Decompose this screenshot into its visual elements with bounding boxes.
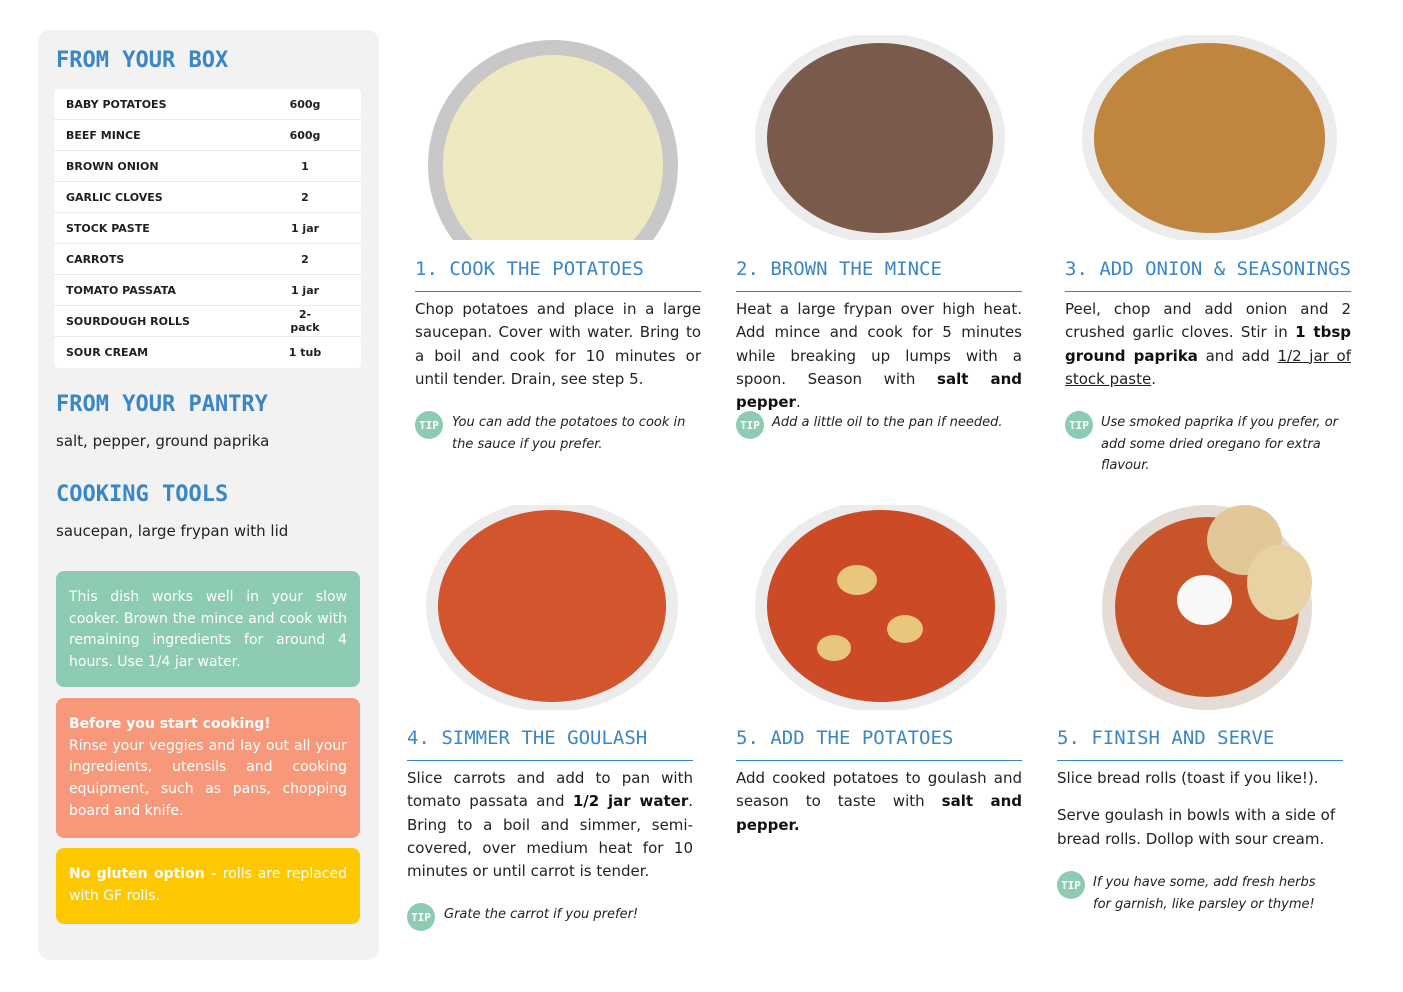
step-4-text-end: . Bring to a boil and simmer, semi-covered, over medium heat for 10 minutes or until carrot is tender. — [407, 792, 693, 881]
ingredient-name: CARROTS — [66, 252, 125, 266]
step-1-body — [415, 298, 701, 391]
potato-chunk — [817, 635, 851, 661]
step-4-body — [407, 767, 693, 883]
ingredient-row — [54, 182, 361, 213]
ingredient-row — [54, 337, 361, 368]
pantry-text: salt, pepper, ground paprika — [56, 432, 270, 450]
pan-food — [767, 43, 993, 233]
step-3-body — [1065, 298, 1351, 391]
ingredient-name: BABY POTATOES — [66, 97, 167, 111]
ingredient-name: STOCK PASTE — [66, 221, 150, 235]
ingredient-row — [54, 120, 361, 151]
pan-food — [438, 510, 666, 702]
from-your-pantry-title: FROM YOUR PANTRY — [56, 392, 268, 417]
step-5-title: 5. ADD THE POTATOES — [736, 727, 954, 749]
tip-icon: TIP — [415, 411, 443, 439]
step-6-divider — [1057, 760, 1343, 761]
before-text: Rinse your veggies and lay out all your ingredients, utensils and cooking equipment, such as pans, chopping board and knife. — [69, 737, 347, 819]
step-6-text-1: Slice bread rolls (toast if you like!). — [1057, 769, 1319, 787]
step-4-text: Slice carrots and add to pan with tomato passata and — [407, 769, 693, 811]
potato-chunk — [837, 565, 877, 595]
ingredients-table — [54, 89, 361, 368]
before-cooking-note — [56, 698, 360, 838]
step-5-divider — [736, 760, 1022, 761]
step-2-text-end: . — [795, 393, 801, 412]
step-5-text: Add cooked potatoes to goulash and season to taste with — [736, 769, 1022, 811]
step-1-title: 1. COOK THE POTATOES — [415, 258, 644, 280]
ingredient-name: SOUR CREAM — [66, 346, 149, 359]
gluten-note — [56, 848, 360, 924]
step-2-title: 2. BROWN THE MINCE — [736, 258, 942, 280]
tools-text: saucepan, large frypan with lid — [56, 522, 289, 540]
ingredient-qty: 2-pack — [290, 308, 320, 334]
ingredient-row — [54, 213, 361, 244]
step-3-tip: Use smoked paprika if you prefer, or add some dried oregano for extra flavour. — [1101, 415, 1338, 473]
ingredient-name: SOURDOUGH ROLLS — [66, 314, 190, 328]
ingredient-qty: 1 jar — [290, 221, 320, 235]
step-6-body — [1057, 767, 1343, 851]
step-4-divider — [407, 760, 693, 761]
ingredient-qty: 2 — [301, 252, 309, 266]
pan-food — [767, 510, 995, 702]
ingredient-qty: 1 tub — [288, 346, 322, 359]
step-3-divider — [1065, 291, 1351, 292]
step-6-tip: If you have some, add fresh herbs for garnish, like parsley or thyme! — [1093, 875, 1316, 912]
ingredient-name: BEEF MINCE — [66, 128, 141, 142]
step-2-text: Heat a large frypan over high heat. Add mince and cook for 5 minutes while breaking up lumps with a spoon. Season with — [736, 300, 1022, 388]
gluten-title: No gluten option - — [69, 866, 217, 882]
step-3-text: Peel, chop and add onion and 2 crushed garlic cloves. Stir in — [1065, 300, 1351, 342]
tip-icon: TIP — [1065, 411, 1093, 439]
bread-roll — [1247, 545, 1312, 620]
tip-icon: TIP — [736, 411, 764, 439]
step-5-bold: salt and pepper. — [736, 792, 1023, 834]
step-5-photo — [727, 505, 1032, 710]
ingredient-name: TOMATO PASSATA — [66, 283, 176, 297]
ingredient-row — [54, 306, 361, 337]
ingredient-row — [54, 151, 361, 182]
step-4-title: 4. SIMMER THE GOULASH — [407, 727, 648, 749]
step-3-text-mid: and add — [1197, 346, 1278, 365]
step-3-photo — [1057, 35, 1362, 240]
step-5-body — [736, 767, 1022, 837]
cooking-tools-title: COOKING TOOLS — [56, 482, 229, 507]
step-4-tip: Grate the carrot if you prefer! — [444, 907, 639, 922]
pan-food — [1094, 43, 1325, 233]
step-3-underline: 1/2 jar of stock paste — [1065, 346, 1351, 388]
step-2-photo — [727, 35, 1032, 240]
ingredient-name: BROWN ONION — [66, 159, 159, 173]
step-3-title: 3. ADD ONION & SEASONINGS — [1065, 258, 1351, 280]
step-3-bold: 1 tbsp ground paprika — [1065, 323, 1352, 365]
step-2-tip: Add a little oil to the pan if needed. — [772, 415, 1003, 430]
slow-cooker-text: This dish works well in your slow cooker. Brown the mince and cook with remaining ingredients for around 4 hours. Use 1/4 jar water. — [69, 589, 347, 671]
step-3-text-end: . — [1151, 369, 1156, 388]
ingredient-name: GARLIC CLOVES — [66, 190, 163, 204]
gluten-text: rolls are replaced with GF rolls. — [69, 866, 347, 904]
tip-icon: TIP — [1057, 871, 1085, 899]
ingredient-row — [54, 275, 361, 306]
sour-cream — [1177, 575, 1232, 625]
from-your-box-title: FROM YOUR BOX — [56, 48, 229, 73]
step-1-text: Chop potatoes and place in a large saucepan. Cover with water. Bring to a boil and cook for 10 minutes or until tender. Drain, see step 5. — [415, 300, 701, 388]
ingredient-qty: 1 jar — [290, 283, 320, 297]
step-6-text-2: Serve goulash in bowls with a side of bread rolls. Dollop with sour cream. — [1057, 806, 1336, 848]
tip-icon: TIP — [407, 903, 435, 931]
step-2-divider — [736, 291, 1022, 292]
potato-chunk — [887, 615, 923, 643]
ingredient-qty: 600g — [289, 128, 321, 142]
step-4-bold: 1/2 jar water — [572, 792, 689, 811]
sidebar — [38, 30, 379, 960]
before-title: Before you start cooking! — [69, 716, 271, 732]
step-6-title: 5. FINISH AND SERVE — [1057, 727, 1275, 749]
ingredient-row — [54, 244, 361, 275]
step-2-bold: salt and pepper — [736, 369, 1022, 412]
step-1-photo — [398, 35, 703, 240]
ingredient-qty: 2 — [301, 190, 309, 204]
ingredient-row — [54, 89, 361, 120]
step-2-body — [736, 298, 1022, 414]
step-1-tip: You can add the potatoes to cook in the sauce if you prefer. — [452, 415, 686, 452]
slow-cooker-note — [56, 571, 360, 687]
ingredient-qty: 600g — [289, 97, 321, 111]
step-1-divider — [415, 291, 701, 292]
step-6-photo — [1057, 505, 1362, 710]
step-4-photo — [398, 505, 703, 710]
ingredient-qty: 1 — [301, 159, 309, 173]
